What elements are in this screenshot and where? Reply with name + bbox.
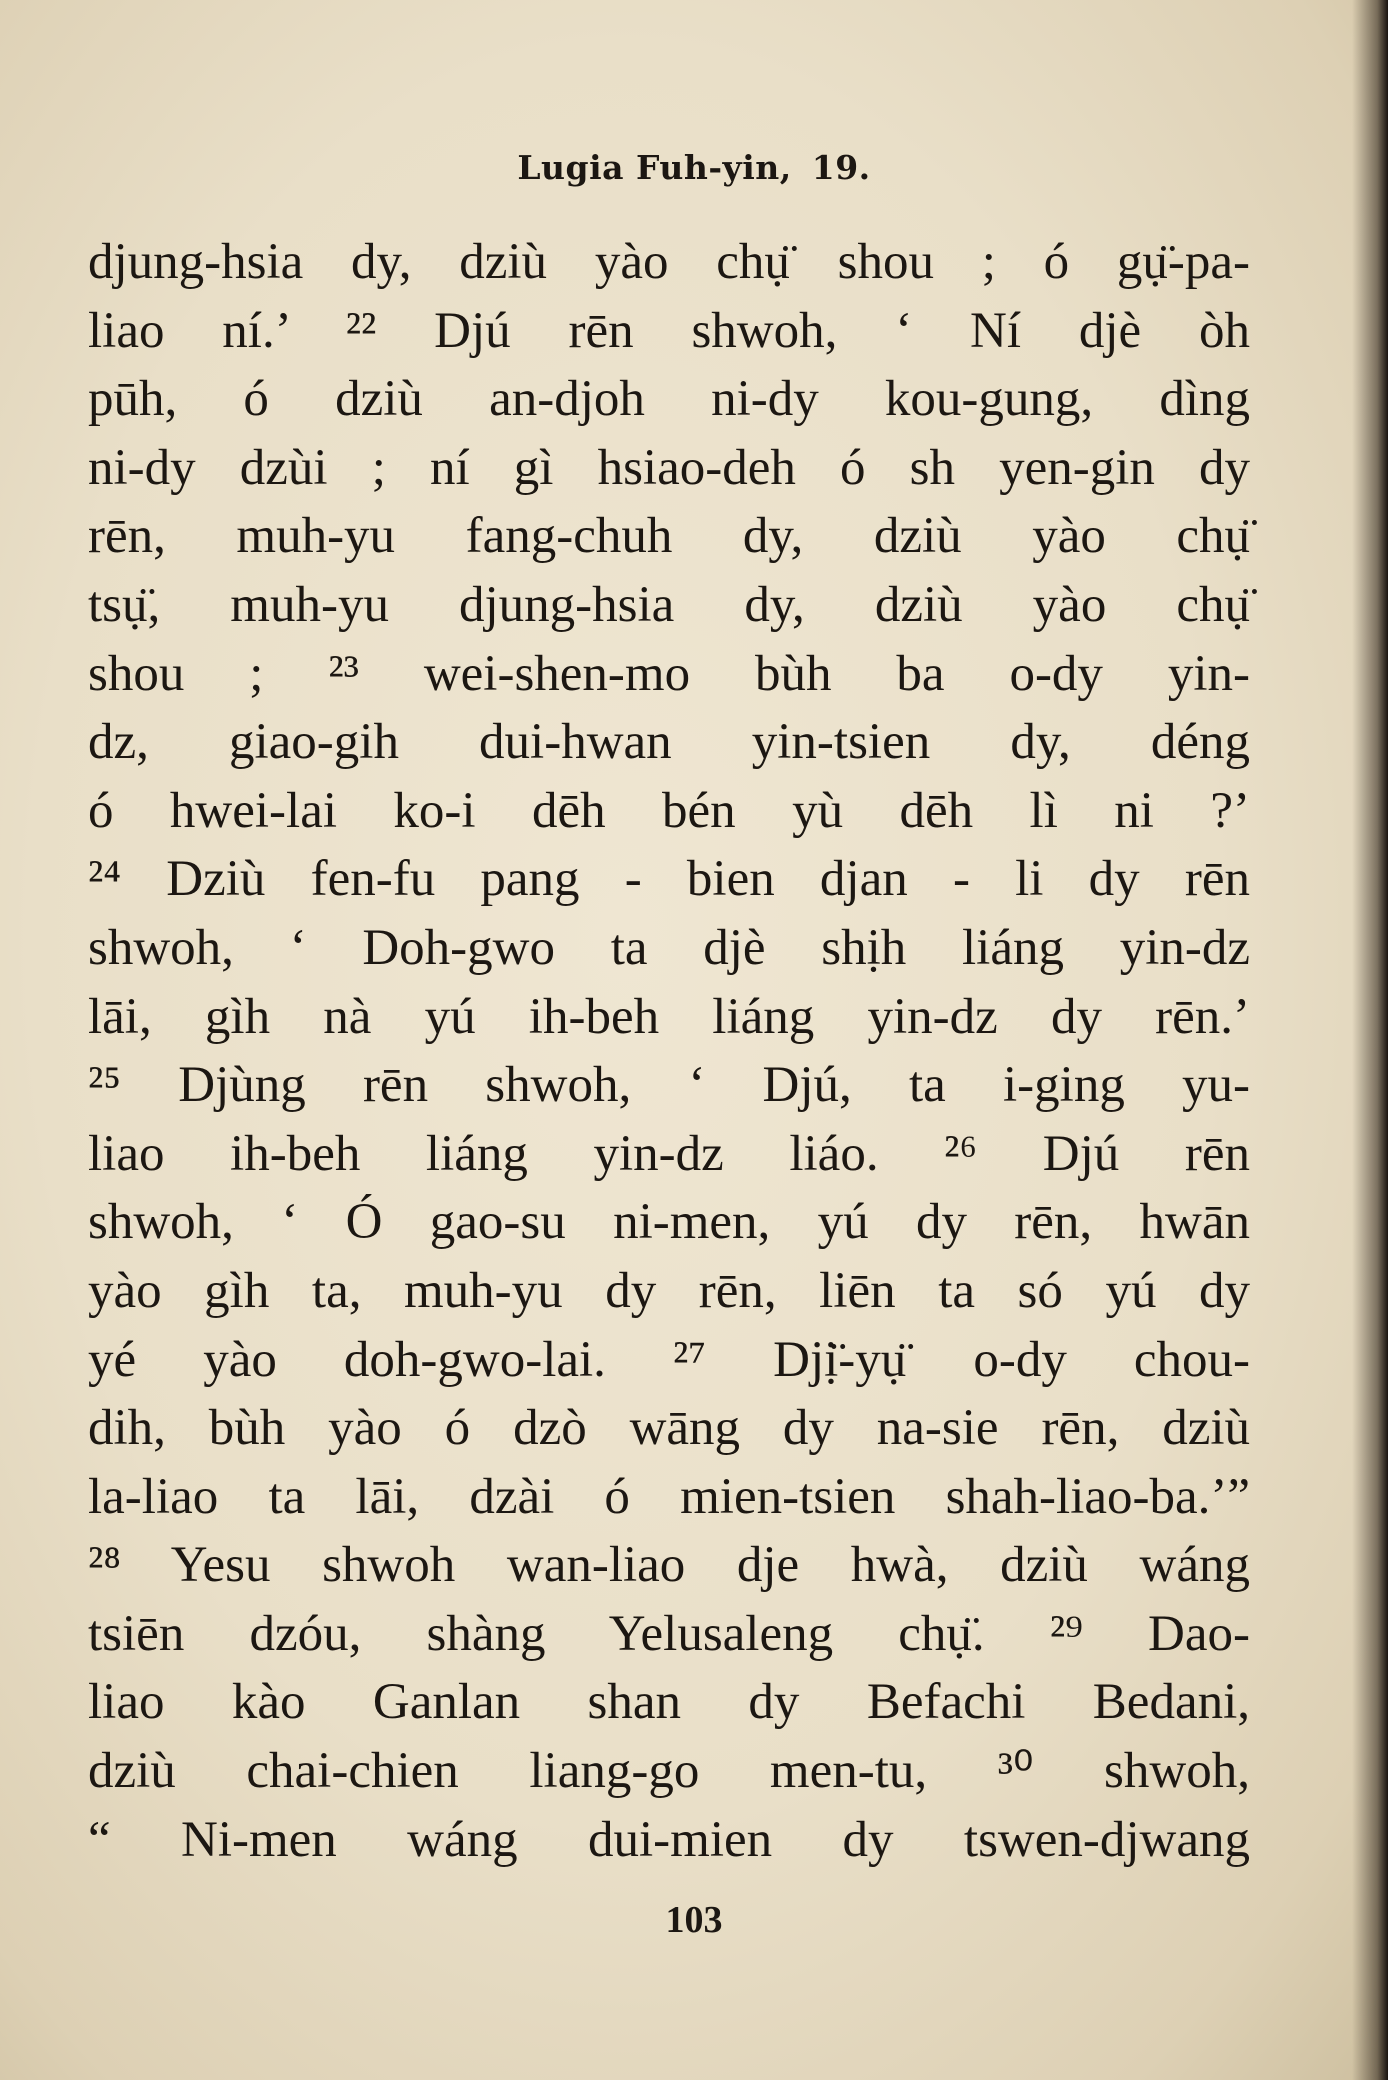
text-line: la-liao ta lāi, dzài ó mien-tsien shah-liao-ba.’” (88, 1468, 1250, 1525)
text-line: dziù chai-chien liang-go men-tu, ³⁰ shwoh, (88, 1743, 1250, 1800)
text-line: djung-hsia dy, dziù yào chụ̈ shou ; ó gụ̈-pa- (88, 234, 1250, 290)
text-line: tsụ̈, muh-yu djung-hsia dy, dziù yào chụ̈ (88, 576, 1250, 633)
text-line: ²⁴ Dziù fen-fu pang - bien djan - li dy rēn (88, 851, 1250, 908)
text-line: tsiēn dzóu, shàng Yelusaleng chụ̈. ²⁹ Dao- (88, 1605, 1250, 1662)
text-line: yé yào doh-gwo-lai. ²⁷ Djị̈-yụ̈ o-dy chou- (88, 1331, 1250, 1388)
text-line: ²⁸ Yesu shwoh wan-liao dje hwà, dziù wáng (88, 1537, 1250, 1594)
running-head-title: Lugia Fuh-yin, (517, 148, 792, 187)
text-line: liao ní.’ ²² Djú rēn shwoh, ‘ Ní djè òh (88, 302, 1250, 359)
text-line: ²⁵ Djùng rēn shwoh, ‘ Djú, ta i-ging yu- (88, 1057, 1250, 1114)
text-line: dz, giao-gih dui-hwan yin-tsien dy, déng (88, 714, 1250, 771)
text-line: pūh, ó dziù an-djoh ni-dy kou-gung, dìng (88, 371, 1250, 428)
text-line: yào gìh ta, muh-yu dy rēn, liēn ta só yú dy (88, 1262, 1250, 1319)
text-line: ni-dy dzùi ; ní gì hsiao-deh ó sh yen-gin dy (88, 439, 1250, 496)
page-number: 103 (665, 1899, 723, 1941)
running-head-chapter: 19. (811, 148, 871, 187)
text-line: shou ; ²³ wei-shen-mo bùh ba o-dy yin- (88, 645, 1250, 702)
text-line: shwoh, ‘ Doh-gwo ta djè shịh liáng yin-dz (88, 919, 1250, 976)
text-line: liao ih-beh liáng yin-dz liáo. ²⁶ Djú rēn (88, 1125, 1250, 1182)
text-line: rēn, muh-yu fang-chuh dy, dziù yào chụ̈ (88, 508, 1250, 565)
text-line: ó hwei-lai ko-i dēh bén yù dēh lì ni ?’ (88, 782, 1250, 839)
text-line: lāi, gìh nà yú ih-beh liáng yin-dz dy rēn.’ (88, 988, 1250, 1045)
body-text (88, 228, 1250, 1874)
text-line: liao kào Ganlan shan dy Befachi Bedani, (88, 1674, 1250, 1731)
text-line: “ Ni-men wáng dui-mien dy tswen-djwang (88, 1811, 1250, 1868)
running-head (0, 148, 1388, 187)
text-line: dih, bùh yào ó dzò wāng dy na-sie rēn, dziù (88, 1400, 1250, 1457)
text-line: shwoh, ‘ Ó gao-su ni-men, yú dy rēn, hwān (88, 1194, 1250, 1251)
